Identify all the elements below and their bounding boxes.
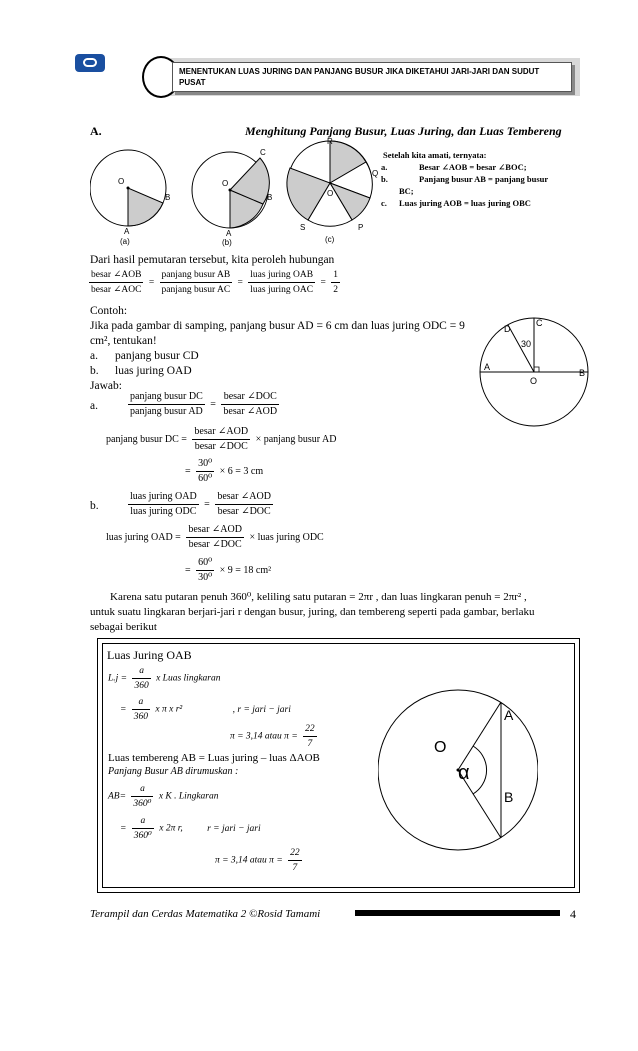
rel-f2-num: panjang busur AB xyxy=(160,268,233,283)
label-a-b: A xyxy=(226,229,232,238)
box-ab2-den: 360⁰ xyxy=(133,831,152,841)
ex-label-a: A xyxy=(484,362,491,372)
ex-label-o: O xyxy=(530,376,538,386)
sol-a-label: a. xyxy=(90,400,98,412)
sol-b-row3: = $\frac{\text{60⁰}}{\text{30⁰}}$ × 9 = 18 cm² xyxy=(185,557,272,583)
observation-intro: Setelah kita amati, ternyata: xyxy=(383,150,487,160)
rel-f2-den: panjang busur AC xyxy=(161,285,231,295)
sol-b-r3-num: 60⁰ xyxy=(196,556,214,571)
box-ab xyxy=(108,782,218,811)
box-ab2-note: r = jari − jari xyxy=(207,823,261,834)
label-q: Q xyxy=(372,169,379,178)
sol-b-r2-right: × luas juring ODC xyxy=(249,531,324,543)
figure-c xyxy=(287,138,378,244)
header-logo xyxy=(75,54,105,72)
sol-a-r3-num: 30⁰ xyxy=(196,457,214,472)
relation-intro: Dari hasil pemutaran tersebut, kita peroleh hubungan xyxy=(90,254,335,266)
label-b-b: B xyxy=(267,193,273,202)
page-number: 4 xyxy=(570,907,576,921)
rel-eq3: = xyxy=(320,277,326,288)
box-ab-num: a xyxy=(131,782,153,797)
sol-b-r1-rnum: besar ∠AOD xyxy=(215,490,273,505)
label-o-c: O xyxy=(327,189,334,198)
label-p: P xyxy=(358,223,364,232)
sol-a-row2 xyxy=(106,425,337,454)
box-ab2: = $\frac{a}{\text{360⁰}}$ x 2π r, r = jari − jari xyxy=(120,816,261,841)
box-l2: = $\frac{a}{360}$ x π x r² , r = jari − jari xyxy=(120,697,291,722)
box-pi2-den: 7 xyxy=(292,863,298,873)
section-letter: A. xyxy=(90,124,102,138)
example-text2: cm², tentukan! xyxy=(90,335,157,347)
rel-f4-num: 1 xyxy=(331,268,340,283)
rel-eq2: = xyxy=(237,277,243,288)
sol-a-r2-num: besar ∠AOD xyxy=(192,425,250,440)
section-title: Menghitung Panjang Busur, Luas Juring, dan Luas Tembereng xyxy=(245,124,562,138)
fig-alpha: α xyxy=(458,762,470,784)
conclusion-line2: untuk suatu lingkaran berjari-jari r dengan busur, juring, dan tembereng seperti pada gambar, berlaku xyxy=(90,606,535,618)
sol-a-r1-rnum: besar ∠DOC xyxy=(221,390,279,405)
conclusion xyxy=(90,590,580,635)
box-ab-left: AB= xyxy=(108,791,127,802)
box-ab-right: x K . Lingkaran xyxy=(158,791,219,802)
sol-a-r3-right: × 6 = 3 cm xyxy=(219,465,264,477)
label-o-a: O xyxy=(118,177,125,186)
fig-label-a: A xyxy=(504,707,514,723)
sol-b-r1-den: luas juring ODC xyxy=(130,506,197,517)
sol-b-r1-num: luas juring OAD xyxy=(128,490,199,505)
example-block xyxy=(90,304,465,394)
caption-c: (c) xyxy=(325,235,335,244)
example-qb-text: luas juring OAD xyxy=(115,365,192,377)
sol-b-row1: $\frac{\text{luas juring OAD}}{\text{luas juring ODC}}$ = $\frac{\text{besar ∠AOD}}{\text{besar ∠DOC}}$ xyxy=(130,491,271,517)
sol-a-r1-den: panjang busur AD xyxy=(130,406,203,417)
fig-label-o: O xyxy=(434,739,447,756)
figure-a xyxy=(90,150,170,246)
box-lj-right: x Luas lingkaran xyxy=(156,673,221,684)
sol-b-r2-den: besar ∠DOC xyxy=(188,539,242,550)
logo-icon xyxy=(83,58,97,67)
ex-label-c: C xyxy=(536,318,543,328)
footer-bar xyxy=(355,910,560,916)
conclusion-line1: Karena satu putaran penuh 360⁰, keliling satu putaran = 2πr , dan luas lingkaran penuh = 2πr² , xyxy=(110,591,527,603)
sol-a-row1: $\frac{\text{panjang busur DC}}{\text{panjang busur AD}}$ = $\frac{\text{besar ∠DOC}}{\text{besar ∠AOD}}$ xyxy=(130,391,278,417)
sol-a-r2-den: besar ∠DOC xyxy=(194,441,248,452)
rel-f3-den: luas juring OAC xyxy=(250,285,314,295)
example-qa-text: panjang busur CD xyxy=(115,350,199,362)
observation-list xyxy=(381,149,581,209)
sol-b-label: b. xyxy=(90,500,99,512)
obs-a-text: Besar ∠AOB = besar ∠BOC; xyxy=(419,162,527,172)
box-pi2-text: π = 3,14 atau π = xyxy=(215,855,283,866)
box-lj-left: L.j = xyxy=(108,673,128,684)
sol-b-r1-rden: besar ∠DOC xyxy=(217,506,271,517)
footer-text: Terampil dan Cerdas Matematika 2 ©Rosid Tamami xyxy=(90,908,321,920)
box-ab2-num: a xyxy=(132,814,154,829)
sol-a-r2-right: × panjang busur AD xyxy=(255,433,337,445)
example-qa-label: a. xyxy=(90,350,98,362)
obs-b-text: Panjang busur AB = panjang busur xyxy=(419,174,549,184)
ex-label-b: B xyxy=(579,368,586,378)
box-figure xyxy=(378,680,538,860)
example-answer: Jawab: xyxy=(90,380,122,392)
rel-f1-num: besar ∠AOB xyxy=(89,268,143,283)
ex-angle: 30 xyxy=(521,339,532,349)
label-r: R xyxy=(327,138,333,146)
sol-a-r1-rden: besar ∠AOD xyxy=(223,406,278,417)
fig-label-b: B xyxy=(504,789,514,805)
box-pi1-text: π = 3,14 atau π = xyxy=(230,731,298,742)
sol-b-r3-right: × 9 = 18 cm² xyxy=(219,564,272,576)
caption-b: (b) xyxy=(222,238,232,247)
rel-f1-den: besar ∠AOC xyxy=(91,285,142,295)
rel-eq1: = xyxy=(148,277,155,288)
box-pi2 xyxy=(215,846,305,875)
box-l2-num: a xyxy=(132,695,150,710)
box-tembereng: Luas tembereng AB = Luas juring – luas ΔAOB xyxy=(108,752,320,764)
sol-a-row3: = $\frac{\text{30⁰}}{\text{60⁰}}$ × 6 = 3 cm xyxy=(185,458,264,484)
box-pi1-num: 22 xyxy=(303,722,317,737)
box-pi2-num: 22 xyxy=(288,846,302,861)
box-title: Luas Juring OAB xyxy=(107,648,192,662)
sol-a-r1-num: panjang busur DC xyxy=(128,390,205,405)
header-title xyxy=(172,62,572,92)
ex-label-d: D xyxy=(504,324,511,334)
example-qb-label: b. xyxy=(90,365,99,377)
sol-a-r2-left: panjang busur DC = xyxy=(106,433,187,445)
box-l2-den: 360 xyxy=(133,712,149,722)
example-figure xyxy=(478,314,598,474)
sol-b-row2 xyxy=(106,523,324,552)
obs-b-label: b. xyxy=(381,174,388,184)
example-heading: Contoh: xyxy=(90,305,128,317)
box-pi1-den: 7 xyxy=(307,739,313,749)
box-l2-right: x π x r² xyxy=(155,704,183,715)
box-l2-note: , r = jari − jari xyxy=(232,704,291,715)
example-text1: Jika pada gambar di samping, panjang busur AD = 6 cm dan luas juring ODC = 9 xyxy=(90,320,465,332)
caption-a: (a) xyxy=(120,237,130,246)
box-ab2-right: x 2π r, xyxy=(159,823,183,834)
box-lj xyxy=(108,664,220,693)
obs-c-text: Luas juring AOB = luas juring OBC xyxy=(399,198,531,208)
header-title-line2: PUSAT xyxy=(179,78,206,87)
circle-figures xyxy=(90,138,390,250)
relation-formula xyxy=(86,268,343,297)
label-s: S xyxy=(300,223,306,232)
obs-b-text2: BC; xyxy=(399,186,414,196)
box-pi1 xyxy=(230,722,320,751)
sol-b-r3-den: 30⁰ xyxy=(198,572,213,583)
label-c-b: C xyxy=(260,148,266,157)
conclusion-line3: sebagai berikut xyxy=(90,621,157,633)
box-ab-den: 360⁰ xyxy=(133,799,152,809)
box-lj-den: 360 xyxy=(134,681,149,691)
header-title-line1: MENENTUKAN LUAS JURING DAN PANJANG BUSUR JIKA DIKETAHUI JARI-JARI DAN SUDUT xyxy=(179,67,540,76)
sol-b-r2-left: luas juring OAD = xyxy=(106,531,181,543)
obs-c-label: c. xyxy=(381,198,387,208)
box-lj-num: a xyxy=(132,664,150,679)
label-b-a: B xyxy=(165,193,171,202)
obs-a-label: a. xyxy=(381,162,388,172)
label-a-a: A xyxy=(124,227,130,236)
figure-b xyxy=(192,148,272,247)
sol-b-r2-num: besar ∠AOD xyxy=(186,523,244,538)
rel-f3-num: luas juring OAB xyxy=(248,268,315,283)
rel-f4-den: 2 xyxy=(333,285,338,295)
label-o-b: O xyxy=(222,179,229,188)
sol-a-r3-den: 60⁰ xyxy=(198,473,213,484)
box-busur-title: Panjang Busur AB dirumuskan : xyxy=(108,766,239,777)
